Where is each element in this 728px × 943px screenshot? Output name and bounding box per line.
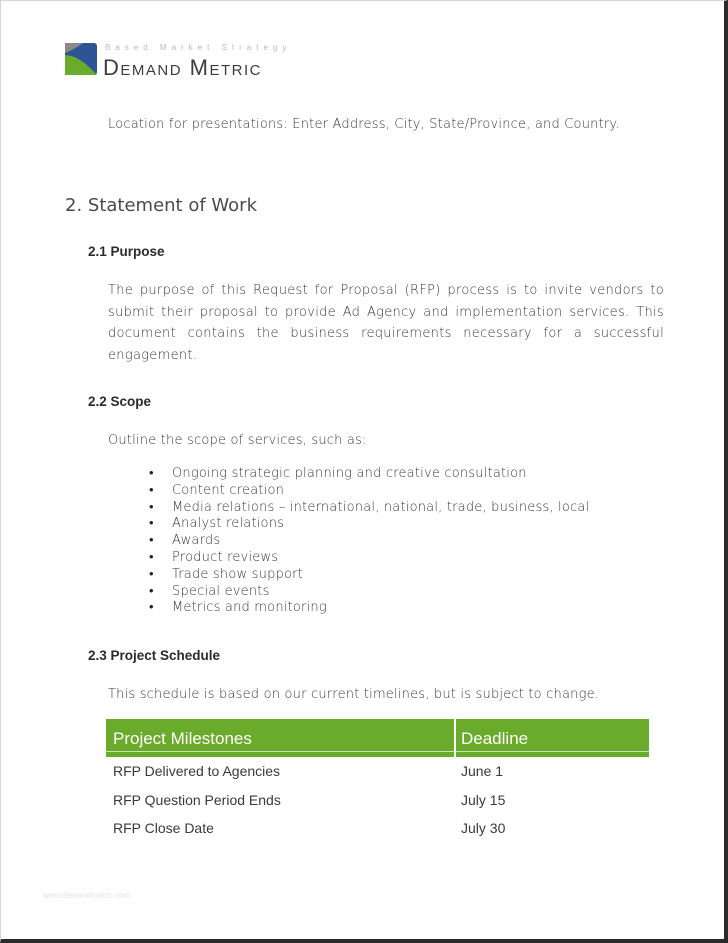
- list-item: • Awards: [149, 533, 589, 550]
- logo-tagline: Based Market Strategy: [105, 43, 292, 52]
- logo-name: Demand Metric: [103, 55, 262, 80]
- table-row: [106, 786, 649, 815]
- list-item: • Product reviews: [149, 550, 589, 567]
- milestone-cell: RFP Delivered to Agencies: [113, 763, 281, 779]
- deadline-cell: July 30: [461, 820, 506, 836]
- deadline-column-header: Deadline: [461, 729, 529, 748]
- list-item: • Ongoing strategic planning and creative consultation: [149, 466, 589, 483]
- milestones-table: [106, 719, 649, 843]
- list-item: • Analyst relations: [149, 516, 589, 533]
- schedule-intro: This schedule is based on our current timelines, but is subject to change.: [108, 687, 600, 702]
- scope-list: [149, 466, 589, 617]
- location-text: Location for presentations: Enter Address, City, State/Province, and Country.: [108, 117, 620, 132]
- list-item: • Metrics and monitoring: [149, 600, 589, 617]
- list-item: • Media relations – international, national, trade, business, local: [149, 500, 589, 517]
- purpose-heading: 2.1 Purpose: [88, 244, 165, 259]
- demand-metric-logo-mark: [65, 43, 97, 75]
- demand-metric-logo: [65, 43, 355, 80]
- scope-heading: 2.2 Scope: [88, 394, 152, 409]
- milestones-column-header: Project Milestones: [113, 729, 252, 748]
- table-row: [106, 814, 649, 843]
- list-item: • Special events: [149, 584, 589, 601]
- purpose-paragraph: The purpose of this Request for Proposal (RFP) process is to invite vendors to submit their proposal to provide Ad Agency and implementation services. This document contains the business requirements necessary for a successful engagement.: [108, 283, 664, 363]
- scope-intro: Outline the scope of services, such as:: [108, 433, 367, 448]
- section-heading: 2. Statement of Work: [65, 195, 257, 216]
- deadline-cell: July 15: [461, 791, 506, 808]
- table-row: [106, 757, 649, 786]
- watermark: www.demandmetric.com: [43, 891, 131, 900]
- header-divider: [454, 719, 456, 757]
- milestone-cell: RFP Question Period Ends: [113, 791, 281, 808]
- deadline-cell: June 1: [461, 763, 504, 779]
- list-item: • Content creation: [149, 483, 589, 500]
- list-item: • Trade show support: [149, 567, 589, 584]
- milestone-cell: RFP Close Date: [113, 820, 214, 836]
- table-header-row: [106, 719, 649, 757]
- schedule-heading: 2.3 Project Schedule: [88, 648, 221, 663]
